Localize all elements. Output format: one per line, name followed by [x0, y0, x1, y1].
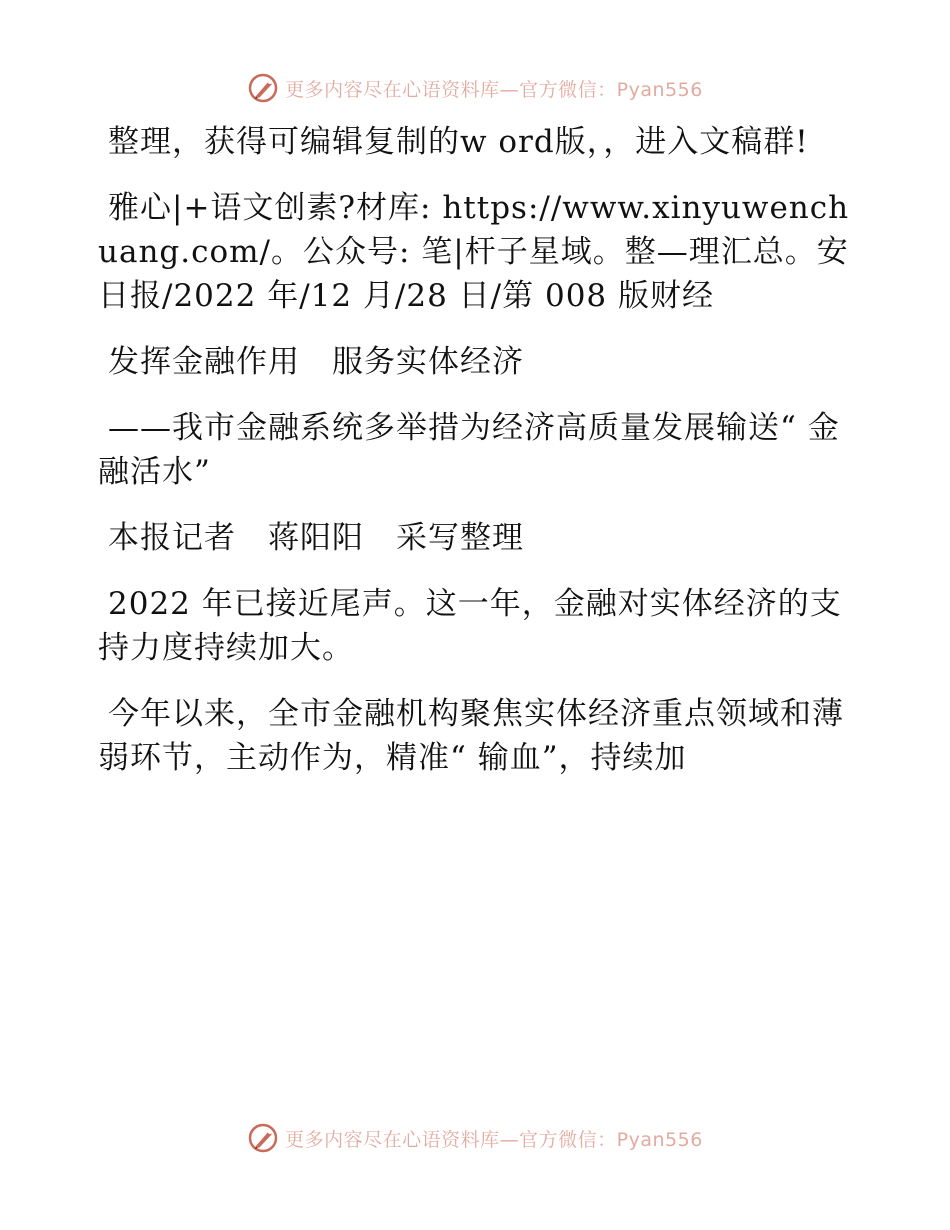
article-subtitle: ——我市金融系统多举措为经济高质量发展输送“ 金融活水” [98, 410, 840, 490]
watermark-header [0, 72, 950, 104]
document-body [98, 120, 858, 802]
watermark-footer [0, 1122, 950, 1154]
watermark-text: 更多内容尽在心语资料库—官方微信：Pyan556 [285, 78, 703, 101]
paragraph-source: 雅心|+语文创素?材库: https://www.xinyuwenchuang.com/。公众号: 笔|杆子星域。整—理汇总。安日报/2022 年/12 月/28 日/第 008 版财经 [98, 190, 850, 314]
article-title: 发挥金融作用 服务实体经济 [108, 344, 524, 380]
article-byline: 本报记者 蒋阳阳 采写整理 [108, 520, 524, 556]
paragraph-intro: 整理，获得可编辑复制的w ord版，，进入文稿群! [108, 124, 809, 160]
pen-logo-icon [247, 1122, 279, 1154]
article-paragraph-2: 今年以来，全市金融机构聚焦实体经济重点领域和薄弱环节，主动作为，精准“ 输血”，持续加 [98, 696, 844, 776]
pen-logo-icon [247, 72, 279, 104]
watermark-text: 更多内容尽在心语资料库—官方微信：Pyan556 [285, 1128, 703, 1151]
article-paragraph-1: 2022 年已接近尾声。这一年，金融对实体经济的支持力度持续加大。 [98, 586, 842, 666]
